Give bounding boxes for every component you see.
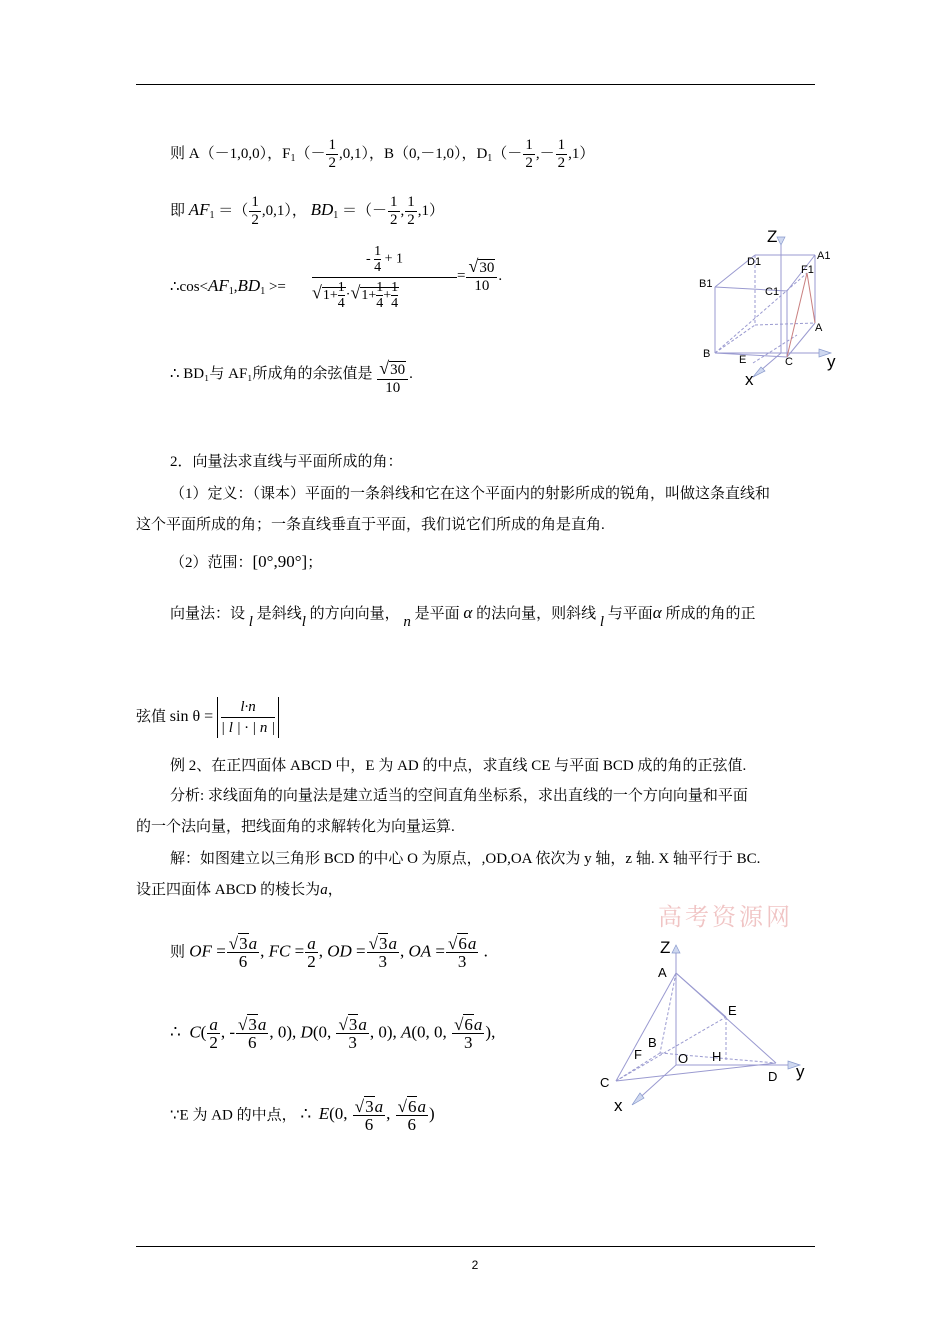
fig2-label-h: H: [712, 1049, 722, 1064]
solution-line-1: 解：如图建立以三角形 BCD 的中心 O 为原点，,OD,OA 依次为 y 轴，z 轴. X 轴平行于 BC.: [170, 851, 761, 867]
conclusion-line: ∴ BD₁与 AF₁所成角的余弦值是 $\frac{√30}{10}$ .: [170, 358, 413, 396]
page-number: 2: [471, 1258, 479, 1272]
fig1-label-c1: C1: [765, 286, 780, 298]
cube-figure: [695, 225, 845, 390]
distances-formula: 则 OF = $\frac{√3a}{6}$ , FC = $\frac{a}{2}$ , OD = $\frac{√3a}{3}$ , OA = $\frac{√6a}{3}$ .: [170, 934, 488, 971]
fig1-label-a1: A1: [817, 250, 831, 262]
cosine-result: = $\frac{√30}{10}$ .: [457, 256, 503, 294]
analysis-line-1: 分析: 求线面角的向量法是建立适当的空间直角坐标系，求出直线的一个方向向量和平面: [170, 788, 748, 804]
fig1-label-y: y: [827, 352, 836, 371]
fig1-label-b: B: [703, 348, 711, 360]
header-rule: [136, 84, 815, 85]
cosine-fraction: - $\frac{1}{4}$ + 1 √1+ $\frac{1}{4}$ ·√1+ $\frac{1}{4}$ + $\frac{1}{4}$: [312, 244, 457, 311]
tetrahedron-figure: [598, 935, 818, 1120]
fig2-label-o: O: [678, 1051, 689, 1066]
points-formula: ∴ C( $\frac{a}{2}$ , - $\frac{√3a}{6}$ , 0), D(0, $\frac{√3a}{3}$ , 0), A(0, 0, $\frac{√6a}{3}$ ),: [170, 1015, 496, 1052]
vectors-line: 即 $AF_1$ ＝（ $\frac{1}{2}$ ,0,1）， $BD_1$ ＝（－ $\frac{1}{2}$ , $\frac{1}{2}$ ,1）: [170, 194, 445, 228]
fig2-label-x: x: [614, 1096, 623, 1115]
fig2-label-e: E: [728, 1003, 737, 1018]
fig2-label-f: F: [634, 1047, 642, 1062]
watermark: 高考资源网: [658, 903, 793, 931]
vector-method-line: 向量法：设 l 是斜线l 的方向向量， n 是平面 α 的法向量，则斜线 l 与平面α 所成的角的正: [170, 603, 756, 630]
footer-rule: [136, 1246, 815, 1247]
definition-line-1: （1）定义：（课本）平面的一条斜线和它在这个平面内的射影所成的锐角，叫做这条直线和: [170, 486, 771, 502]
fig1-label-d1: D1: [747, 256, 762, 268]
fig2-label-d: D: [768, 1069, 778, 1084]
fig1-label-e: E: [739, 354, 747, 366]
fig1-label-x: x: [745, 370, 754, 389]
sine-formula-line: 弦值 sin θ = $\frac{l\cdot n}{| l | \cdot | n |}$: [136, 697, 279, 738]
coords-line: 则 A（－1,0,0），$F_1(-$ $\frac{1}{2}$ ,0,1），B（0,－1,0），$D_1(-$ $\frac{1}{2}$ ,－ $\frac{1}{2}$ ,1）: [170, 137, 595, 171]
fig2-label-a: A: [658, 965, 667, 980]
fig1-label-z: Z: [767, 227, 778, 246]
cosine-formula: $\therefore\cos<AF_1,BD_1$ >=: [170, 276, 286, 297]
section2-heading: 2．向量法求直线与平面所成的角：: [170, 454, 403, 470]
fig2-label-y: y: [796, 1062, 805, 1081]
fig2-label-b: B: [648, 1035, 657, 1050]
fig1-label-a: A: [815, 322, 823, 334]
analysis-line-2: 的一个法向量，把线面角的求解转化为向量运算.: [136, 819, 455, 835]
fig1-label-c: C: [785, 356, 793, 368]
example2-title: 例 2、在正四面体 ABCD 中，E 为 AD 的中点，求直线 CE 与平面 BCD 成的角的正弦值.: [170, 758, 747, 774]
solution-line-2: 设正四面体 ABCD 的棱长为a，: [136, 882, 343, 898]
fig1-label-f1: F1: [801, 264, 814, 276]
range-line: （2）范围：[0°,90°]；: [170, 552, 323, 571]
midpoint-formula: ∵E 为 AD 的中点， ∴ E(0, $\frac{√3a}{6}$ , $\frac{√6a}{6}$ ): [170, 1097, 435, 1134]
fig2-label-c: C: [600, 1075, 610, 1090]
definition-line-2: 这个平面所成的角；一条直线垂直于平面，我们说它们所成的角是直角.: [136, 517, 605, 533]
fig2-label-z: Z: [660, 938, 671, 957]
fig1-label-b1: B1: [699, 278, 713, 290]
